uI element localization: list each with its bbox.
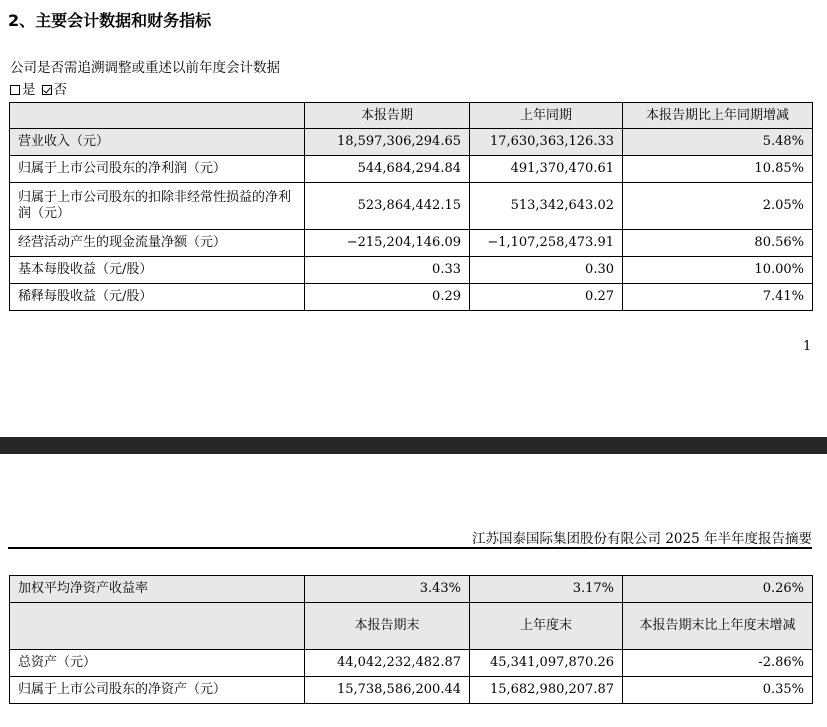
table-row [10, 183, 813, 230]
table-cell: 544,684,294.84 [305, 156, 470, 183]
table-cell: 3.17% [470, 576, 623, 603]
section-title: 2、主要会计数据和财务指标 [8, 11, 212, 30]
table-header-cell [10, 603, 305, 650]
table-cell: 18,597,306,294.65 [305, 129, 470, 156]
row-label: 营业收入（元） [10, 129, 305, 156]
table-header-cell: 本报告期比上年同期增减 [623, 103, 813, 129]
table-row [10, 257, 813, 284]
table-cell: 15,682,980,207.87 [470, 677, 623, 704]
table-row [10, 156, 813, 183]
option-no-label: 否 [53, 82, 67, 98]
option-no[interactable] [42, 82, 68, 98]
table-row [10, 576, 813, 603]
table-header-cell: 本报告期末比上年度末增减 [623, 603, 813, 650]
table-header-cell: 上年度末 [470, 603, 623, 650]
checkbox-unchecked-icon[interactable] [10, 85, 20, 95]
row-label: 加权平均净资产收益率 [10, 576, 305, 603]
checkbox-checked-icon[interactable] [42, 85, 52, 95]
table-row [10, 284, 813, 311]
table-cell: 45,341,097,870.26 [470, 650, 623, 677]
report-header: 江苏国泰国际集团股份有限公司 2025 年半年度报告摘要 [472, 531, 812, 547]
row-label: 经营活动产生的现金流量净额（元） [10, 230, 305, 257]
table-header-cell: 本报告期 [305, 103, 470, 129]
table-cell: -2.86% [623, 650, 813, 677]
table-cell: 17,630,363,126.33 [470, 129, 623, 156]
row-label: 归属于上市公司股东的扣除非经常性损益的净利润（元） [10, 183, 305, 230]
row-label: 归属于上市公司股东的净利润（元） [10, 156, 305, 183]
table-cell: −1,107,258,473.91 [470, 230, 623, 257]
page-number: 1 [803, 339, 812, 354]
header-rule [8, 547, 812, 549]
table-cell: 80.56% [623, 230, 813, 257]
table-header-cell [10, 103, 305, 129]
table-cell: 0.30 [470, 257, 623, 284]
row-label: 总资产（元） [10, 650, 305, 677]
table-cell: 523,864,442.15 [305, 183, 470, 230]
table-row [10, 650, 813, 677]
row-label: 稀释每股收益（元/股） [10, 284, 305, 311]
restatement-question: 公司是否需追溯调整或重述以前年度会计数据 [10, 60, 280, 76]
table-cell: 7.41% [623, 284, 813, 311]
table-header-row [10, 103, 813, 129]
table-cell: 0.29 [305, 284, 470, 311]
table-cell: 491,370,470.61 [470, 156, 623, 183]
balance-indicators-table [9, 575, 813, 704]
table-cell: 15,738,586,200.44 [305, 677, 470, 704]
table-cell: 0.33 [305, 257, 470, 284]
table-header-cell: 上年同期 [470, 103, 623, 129]
table-cell: −215,204,146.09 [305, 230, 470, 257]
table-cell: 3.43% [305, 576, 470, 603]
table-cell: 0.27 [470, 284, 623, 311]
table-cell: 44,042,232,482.87 [305, 650, 470, 677]
table-cell: 0.35% [623, 677, 813, 704]
table-cell: 10.85% [623, 156, 813, 183]
table-cell: 2.05% [623, 183, 813, 230]
option-yes[interactable] [10, 82, 36, 98]
table-cell: 0.26% [623, 576, 813, 603]
restatement-options [10, 78, 73, 98]
page-break-divider [0, 437, 827, 454]
table-header-cell: 本报告期末 [305, 603, 470, 650]
row-label: 基本每股收益（元/股） [10, 257, 305, 284]
table-cell: 10.00% [623, 257, 813, 284]
financial-indicators-table [9, 102, 813, 311]
row-label: 归属于上市公司股东的净资产（元） [10, 677, 305, 704]
table-cell: 513,342,643.02 [470, 183, 623, 230]
table-header-row [10, 603, 813, 650]
table-cell: 5.48% [623, 129, 813, 156]
option-yes-label: 是 [22, 82, 36, 98]
table-row [10, 230, 813, 257]
table-row [10, 677, 813, 704]
table-row [10, 129, 813, 156]
